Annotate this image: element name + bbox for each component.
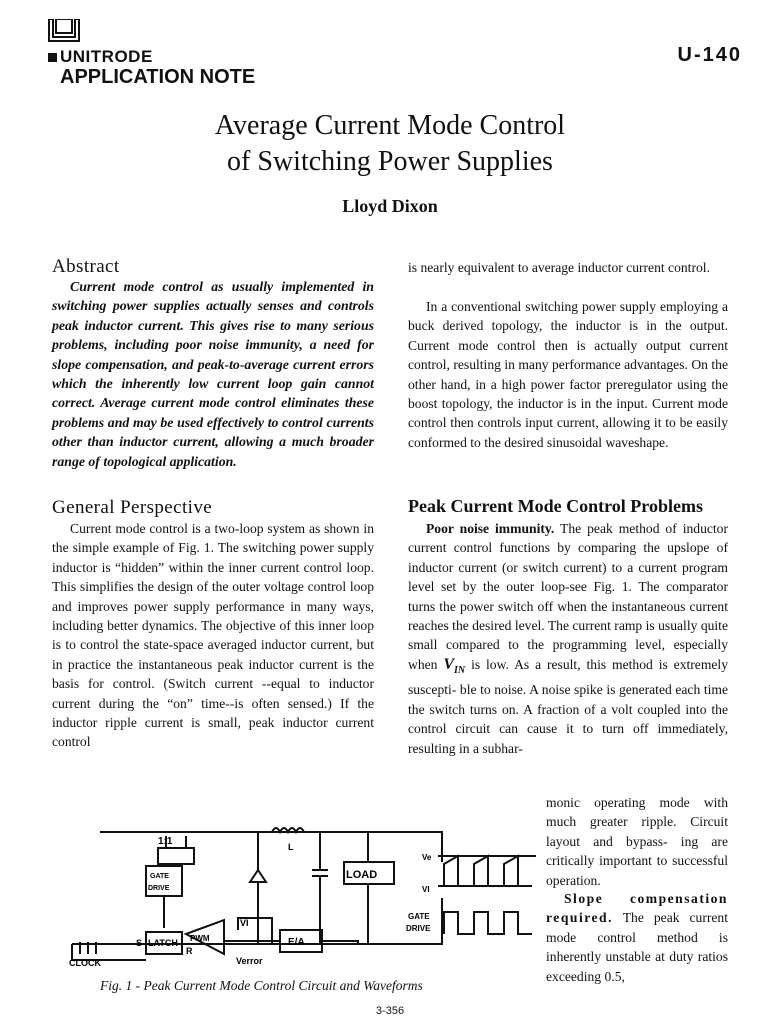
svg-text:PWM: PWM <box>190 934 210 943</box>
svg-text:LATCH: LATCH <box>148 938 178 948</box>
svg-text:VI: VI <box>422 885 430 894</box>
title-line-2: of Switching Power Supplies <box>227 146 553 177</box>
title-line-1: Average Current Mode Control <box>214 110 566 141</box>
noise-immunity-paragraph-wrap: monic operating mode with much greater ripple. Circuit layout and bypass- ing are critically important to successful operation. <box>546 795 728 888</box>
author: Lloyd Dixon <box>342 196 438 216</box>
noise-immunity-paragraph-top <box>408 519 728 758</box>
svg-text:DRIVE: DRIVE <box>406 924 431 933</box>
right-paragraph-1: is nearly equivalent to average inductor current control. <box>408 260 710 275</box>
right-paragraph-2: In a conventional switching power supply employing a buck derived topology, the inductor is in the output. Current mode control then is actually output current control, resulting in many performance advantages. On the other hand, in a high power factor preregulator using the boost topology, the inductor is in the input. Current mode control then controls input current, allowing it to be easily conformed to the desired sinusoidal waveshape. <box>408 299 728 450</box>
svg-text:DRIVE: DRIVE <box>148 885 170 892</box>
svg-text:GATE: GATE <box>408 912 430 921</box>
logo-bar <box>48 53 57 62</box>
company-name: UNITRODE <box>60 47 153 66</box>
noise-immunity-text-a: The peak method of inductor current control functions by comparing the upslope of inductor current (or switch current) to a current program level set by the outer loop-see Fig. 1. The comparator turns the power switch off when the instantaneous current reaches the desired level. The current ramp is usually quite small compared to the programming level, especially when <box>408 521 728 672</box>
abstract-heading: Abstract <box>52 256 120 277</box>
vin-symbol: $V_{IN}$ <box>443 655 466 677</box>
figure-1-waveforms <box>404 842 544 942</box>
svg-text:CLOCK: CLOCK <box>69 958 101 968</box>
svg-text:R: R <box>186 946 193 956</box>
noise-immunity-lead: Poor noise immunity. <box>426 521 555 536</box>
unitrode-logo-icon <box>47 19 81 49</box>
abstract-text: Current mode control as usually implemented in switching power supplies actually senses and controls peak inductor current. This gives rise to many serious problems, including poor noise immunity, a need for slope compensation, and peak-to-average current errors which the inherently low current loop gain cannot correct. Average current mode control eliminates these problems and may be used effectively to control currents other than inductor current, allowing a much broader range of topological application. <box>52 279 374 469</box>
svg-text:Verror: Verror <box>236 956 263 966</box>
svg-text:Ve: Ve <box>422 853 432 862</box>
document-type: APPLICATION NOTE <box>60 66 256 88</box>
svg-text:VI: VI <box>240 918 249 928</box>
slope-compensation-lead: Slope compensation required. <box>546 891 728 926</box>
general-perspective-paragraph: Current mode control is a two-loop system as shown in the simple example of Fig. 1. The switching power supply inductor is “hidden” within the inner current control loop. This simplifies the design of the outer voltage control loop and improves power supply performance in many ways, including better dynamics. The objective of this inner loop is to control the state-space averaged inductor current, but in practice the instantaneous peak inductor current is the basis for control. (Switch current --equal to inductor current during the “on” time--is often sensed.) If the inductor ripple current is small, peak inductor current control <box>52 521 374 750</box>
page-number: 3-356 <box>375 1005 405 1017</box>
svg-text:1:1: 1:1 <box>158 836 173 847</box>
figure-caption: Fig. 1 - Peak Current Mode Control Circuit and Waveforms <box>100 978 423 993</box>
svg-text:E/A: E/A <box>288 937 305 948</box>
document-number: U-140 <box>677 44 742 66</box>
slope-compensation-paragraph <box>546 889 728 986</box>
svg-text:LOAD: LOAD <box>346 869 378 881</box>
paper-title <box>0 108 768 180</box>
noise-immunity-text-b-start: is low. As a result, this method is extremely suscepti- ble to noise. A noise spike is generated each time the switch turns on. A fraction of a volt coupled into the control circuit can cause it to turn off immediately, resulting in a subhar- <box>408 656 729 756</box>
svg-text:S: S <box>136 938 143 948</box>
svg-text:L: L <box>288 842 294 852</box>
peak-problems-heading: Peak Current Mode Control Problems <box>408 496 703 516</box>
general-perspective-heading: General Perspective <box>52 497 213 518</box>
slope-compensation-text: The peak current mode control method is inherently unstable at duty ratios exceeding 0.5, <box>546 910 728 984</box>
svg-text:GATE: GATE <box>150 873 169 880</box>
